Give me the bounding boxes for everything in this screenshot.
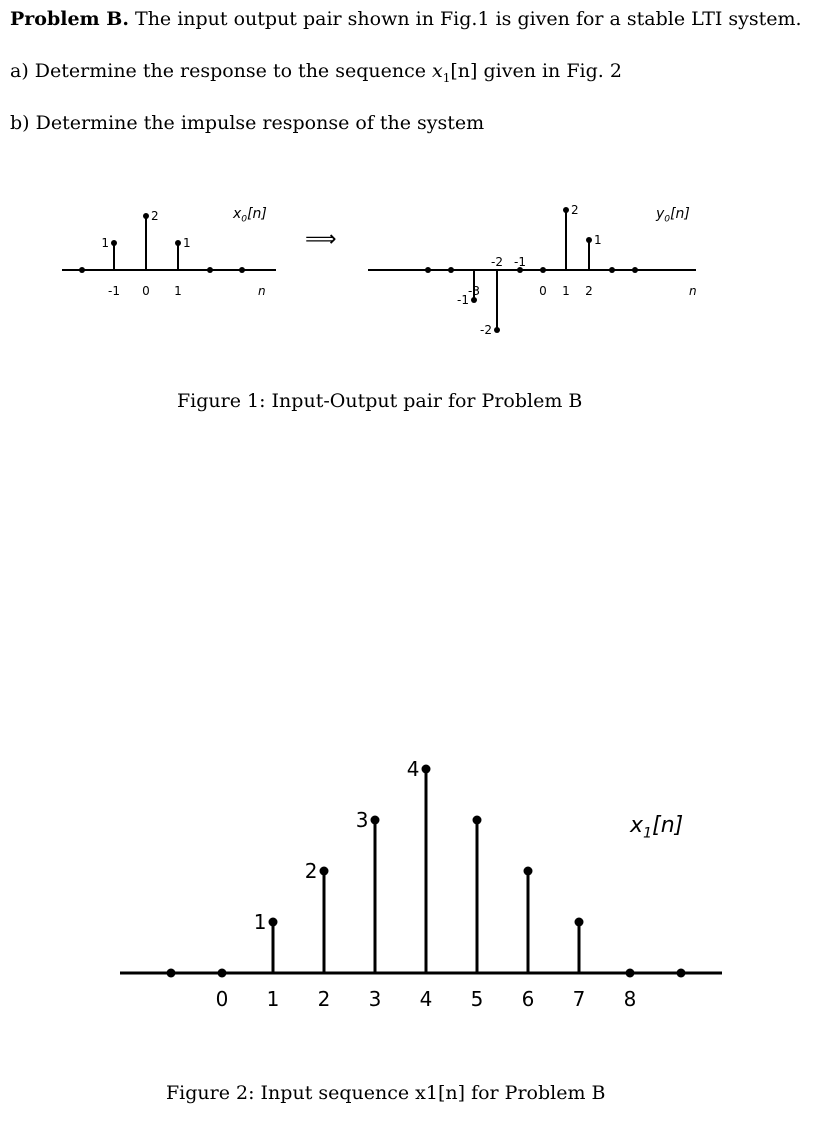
tick-label-2: 2	[317, 987, 331, 1011]
stem-point-2	[207, 267, 213, 273]
tick-label--1: -1	[108, 284, 120, 298]
tick-label-0: 0	[215, 987, 229, 1011]
stem-point-5	[473, 816, 482, 825]
value-label--1: 1	[101, 236, 109, 251]
figure2-plot	[120, 757, 722, 1011]
tick-label-0: 0	[142, 284, 150, 298]
stem-point-6	[524, 867, 533, 876]
n-label: n	[258, 284, 266, 298]
y0-label: $y_0[n]$	[656, 206, 690, 225]
tick-label-2: 2	[585, 284, 593, 298]
stem-point--1	[167, 969, 176, 978]
tick-label-5: 5	[470, 987, 484, 1011]
stem-point-0	[143, 213, 149, 219]
value-label-0: 2	[151, 209, 159, 224]
value-label-1: 1	[253, 910, 267, 934]
part-a-prefix: a) Determine the response to the sequence	[10, 60, 433, 82]
stem-point-8	[626, 969, 635, 978]
stem-point--4	[448, 267, 454, 273]
tick-label--2: -2	[491, 255, 503, 269]
tick-label-4: 4	[419, 987, 433, 1011]
part-a-suffix: given in Fig. 2	[477, 60, 622, 82]
tick-label--1: -1	[514, 255, 526, 269]
tick-label-7: 7	[572, 987, 586, 1011]
tick-label--3: -3	[468, 284, 480, 298]
stem-point--5	[425, 267, 431, 273]
stem-point-7	[575, 918, 584, 927]
figure1-caption: Figure 1: Input-Output pair for Problem B	[177, 390, 583, 412]
stem-point--2	[494, 327, 500, 333]
figure2-caption: Figure 2: Input sequence x1[n] for Problem B	[166, 1082, 606, 1104]
tick-label-1: 1	[266, 987, 280, 1011]
stem-point-4	[422, 765, 431, 774]
part-a-sub: 1	[442, 70, 451, 85]
part-a-var: x	[432, 60, 443, 82]
value-label-1: 1	[183, 236, 191, 251]
stem-point-1	[563, 207, 569, 213]
tick-label-0: 0	[539, 284, 547, 298]
value-label-4: 4	[406, 757, 420, 781]
figure1-output-plot	[368, 203, 697, 337]
implies-arrow: ⟹	[305, 227, 337, 252]
stem-point-4	[632, 267, 638, 273]
tick-label-3: 3	[368, 987, 382, 1011]
problem-intro: The input output pair shown in Fig.1 is given for a stable LTI system.	[135, 8, 802, 30]
x1-label: $x_1[n]$	[630, 813, 684, 842]
stem-point-3	[239, 267, 245, 273]
stem-point-3	[371, 816, 380, 825]
value-label-3: 3	[355, 808, 369, 832]
stem-point-1	[269, 918, 278, 927]
value-label-2: 2	[304, 859, 318, 883]
value-label-1: 2	[571, 203, 579, 218]
stem-point-3	[609, 267, 615, 273]
stem-point-0	[218, 969, 227, 978]
stem-point-9	[677, 969, 686, 978]
x0-label: $x_0[n]$	[233, 206, 267, 225]
stem-point--1	[111, 240, 117, 246]
figure1-input-plot	[62, 206, 276, 298]
value-label--2: -2	[480, 323, 492, 338]
stem-point-2	[586, 237, 592, 243]
part-a-arg: [n]	[450, 60, 478, 82]
stem-point--2	[79, 267, 85, 273]
tick-label-1: 1	[562, 284, 570, 298]
stem-point-1	[175, 240, 181, 246]
problem-heading: Problem B.	[10, 8, 129, 30]
stem-point-2	[320, 867, 329, 876]
tick-label-6: 6	[521, 987, 535, 1011]
value-label--3: -1	[457, 293, 469, 308]
tick-label-8: 8	[623, 987, 637, 1011]
part-b: b) Determine the impulse response of the system	[10, 112, 485, 134]
stem-point-0	[540, 267, 546, 273]
n-label-output: n	[689, 284, 697, 298]
tick-label-1: 1	[174, 284, 182, 298]
value-label-2: 1	[594, 233, 602, 248]
